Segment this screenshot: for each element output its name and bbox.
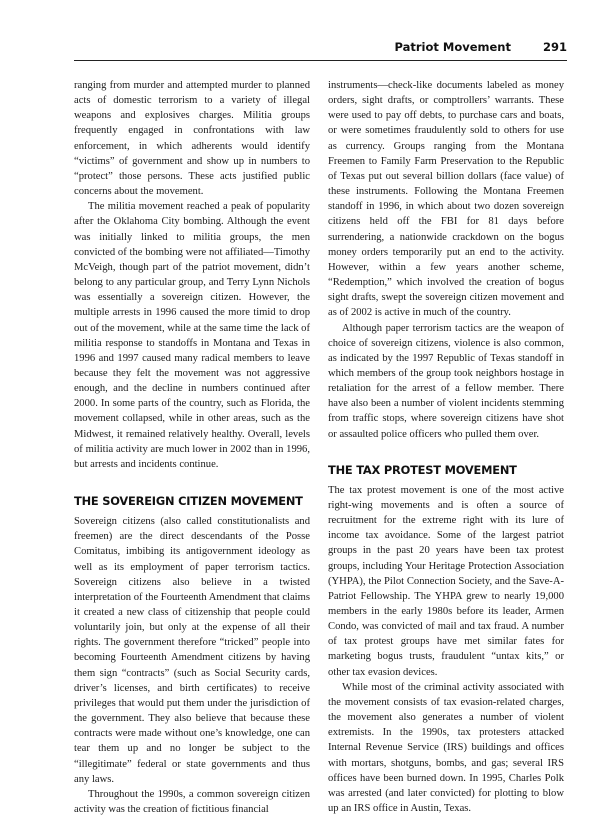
- paragraph: ranging from murder and attempted murder to planned acts of domestic terrorism to a variety of illegal weapons and explosives charges. Militia groups frequently engaged in confrontations with law enforcement, in which adherents would identify “victims” of government and show up in numbers to “protect” those persons. These acts justified public concerns about the movement.: [74, 80, 310, 198]
- section-heading-tax-protest: THE TAX PROTEST MOVEMENT: [328, 462, 517, 477]
- paragraph: The militia movement reached a peak of popularity after the Oklahoma City bombing. Although the event was initially linked to militia groups, the men convicted of the bombing were not affiliated—Timothy McVeigh, though part of the patriot movement, didn’t belong to any particular group, and Terry Lynn Nichols was essentially a sovereign citizen. However, the multiple arrests in 1996 caused the more timid to drop out of the movement, while at the same time the lack of militia response to standoffs in Montana and Texas in 1996 and 1997 caused many radical members to leave because they felt the movement was not aggressive enough, and the decline in numbers continued after 2000. In some parts of the country, such as Florida, the movement collapsed, while in other areas, such as the Midwest, it remained relatively healthy. Overall, levels of militia activity are much lower in 2002 than in 1996, but arrests and incidents continue.: [74, 201, 310, 470]
- page-number: 291: [542, 40, 567, 54]
- section-heading-sovereign-citizen: THE SOVEREIGN CITIZEN MOVEMENT: [74, 494, 303, 509]
- paragraph: The tax protest movement is one of the most active right-wing movements and is often a source of recruitment for the extreme right with its lure of income tax avoidance. Some of the largest patriot groups in the past 20 years have been tax protest groups, including Your Heritage Protection Association (YHPA), the Pilot Connection Society, and the Save-A-Patriot Fellowship. The YHPA grew to nearly 19,000 members in the early 1980s before its leader, Armen Condo, was convicted of mail and tax fraud. A number of tax protest groups have met similar fates for marketing bogus trusts, fraudulent “untax kits,” or other tax evasion devices.: [328, 484, 564, 678]
- running-header-title: Patriot Movement: [394, 40, 511, 54]
- paragraph: instruments—check-like documents labeled as money orders, sight drafts, or comptrollers’ warrants. These were used to pay off debts, to purchase cars and boats, or were sometimes fraudulently sold to others for use as currency. Groups ranging from the Montana Freemen to Family Farm Preservation to the Republic of Texas put out several billion dollars (face value) of these instruments. Following the Montana Freemen standoff in 1996, in which about two dozen sovereign citizens held off the FBI for 81 days before surrendering, a nationwide crackdown on the bogus money orders temporarily put an end to the activity. However, within a few years another scheme, “Redemption,” which involved the creation of bogus sight drafts, swept the sovereign citizen movement and as of 2002 is active in much of the country.: [328, 80, 564, 319]
- paragraph: Throughout the 1990s, a common sovereign citizen activity was the creation of fictitious financial: [74, 788, 310, 816]
- running-header: [74, 40, 567, 54]
- paragraph: Sovereign citizens (also called constitutionalists and freemen) are the direct descendants of the Posse Comitatus, imbibing its antigovernment ideology as well as its employment of paper terrorism tactics. Sovereign citizens also believe in a twisted interpretation of the Fourteenth Amendment that claims it created a new class of citizenship that people could voluntarily join, but only at the expense of all their rights. The government therefore “tricked” people into becoming Fourteenth Amendment citizens by having them sign “contracts” (such as Social Security cards, driver’s licenses, and birth certificates) to receive privileges that would put them under the jurisdiction of the government. They also believe that because these contracts were made without one’s knowledge, one can tear them up and no longer be subject to the “illegitimate” federal or state governments and thus any laws.: [74, 516, 310, 785]
- left-column: [74, 78, 310, 817]
- header-rule: [74, 60, 567, 61]
- paragraph: While most of the criminal activity associated with the movement consists of tax evasion-related charges, the movement also generates a number of violent extremists. In the 1990s, tax protesters attacked Internal Revenue Service (IRS) buildings and offices with mortars, shotguns, bombs, and gas; several IRS offices have been burned down. In 1995, Charles Polk was arrested (and later convicted) for plotting to blow up an IRS office in Austin, Texas.: [328, 681, 564, 815]
- right-column: [328, 78, 564, 816]
- paragraph: Although paper terrorism tactics are the weapon of choice of sovereign citizens, violence is also common, as indicated by the 1997 Republic of Texas standoff in which members of the group took neighbors hostage in retaliation for the arrest of a fellow member. There have also been a number of violent incidents stemming from traffic stops, where sovereign citizens have shot or assaulted police officers who pulled them over.: [328, 322, 564, 440]
